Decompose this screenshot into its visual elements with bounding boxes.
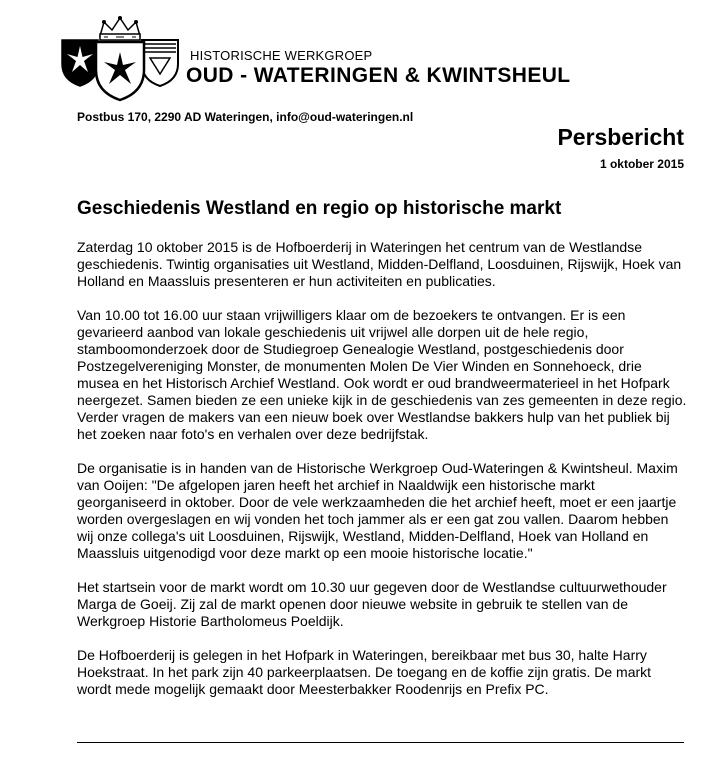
coat-of-arms-icon [60, 14, 180, 102]
headline: Geschiedenis Westland en regio op historische markt [77, 198, 562, 219]
document-date: 1 oktober 2015 [599, 157, 684, 171]
paragraph: De Hofboerderij is gelegen in het Hofpark in Wateringen, bereikbaar met bus 30, halte Harry Hoekstraat. In het park zijn 40 parkeerplaatsen. De toegang en de koffie zijn gratis. De markt wordt mede mogelijk gemaakt door Meesterbakker Roodenrijs en Prefix PC. [77, 647, 652, 697]
paragraph: Zaterdag 10 oktober 2015 is de Hofboerderij in Wateringen het centrum van de Westlandse geschiedenis. Twintig organisaties uit Westland, Midden-Delfland, Loosduinen, Rijswijk, Hoek van Holland en Maassluis presenteren er hun activiteiten en publicaties. [77, 239, 682, 289]
left-shield-icon [62, 40, 98, 86]
center-shield-icon [96, 42, 144, 100]
crown-icon [100, 16, 140, 40]
body-text [77, 239, 687, 715]
paragraph: De organisatie is in handen van de Historische Werkgroep Oud-Wateringen & Kwintsheul. Maxim van Ooijen: "De afgelopen jaren heeft het archief in Naaldwijk een historische markt georganiseerd in oktober. Door de vele werkzaamheden die het archief heeft, moet er een jaartje worden overgeslagen en wij vonden het toch jammer als er een gat zou vallen. Daarom hebben wij onze collega's uit Loosduinen, Rijswijk, Westland, Midden-Delfland, Hoek van Holland en Maassluis uitgenodigd voor deze markt op een mooie historische locatie." [77, 460, 678, 561]
paragraph: Het startsein voor de markt wordt om 10.30 uur gegeven door de Westlandse cultuurwethouder Marga de Goeij. Zij zal de markt openen door nieuwe website in gebruik te stellen van de Werkgroep Historie Bartholomeus Poeldijk. [77, 579, 667, 629]
org-subtitle: HISTORISCHE WERKGROEP [190, 48, 373, 63]
bottom-divider [77, 742, 684, 743]
document-type: Persbericht [557, 124, 684, 150]
address-line: Postbus 170, 2290 AD Wateringen, info@oud-wateringen.nl [77, 110, 414, 124]
org-title: OUD - WATERINGEN & KWINTSHEUL [186, 64, 571, 87]
right-shield-icon [142, 40, 178, 86]
paragraph: Van 10.00 tot 16.00 uur staan vrijwilligers klaar om de bezoekers te ontvangen. Er is een gevarieerd aanbod van lokale geschiedenis uit vrijwel alle dorpen uit de hele regio, stamboomonderzoek door de Studiegroep Genealogie Westland, postgeschiedenis door Postzegelvereniging Monster, de monumenten Molen De Vier Winden en Sonnehoeck, drie musea en het Historisch Archief Westland. Ook wordt er oud brandweermaterieel in het Hofpark neergezet. Samen bieden ze een unieke kijk in de geschiedenis van zes gemeenten in deze regio. Verder vragen de makers van een nieuw boek over Westlandse bakkers hulp van het publiek bij het zoeken naar foto's en verhalen over deze bedrijfstak. [77, 307, 687, 442]
